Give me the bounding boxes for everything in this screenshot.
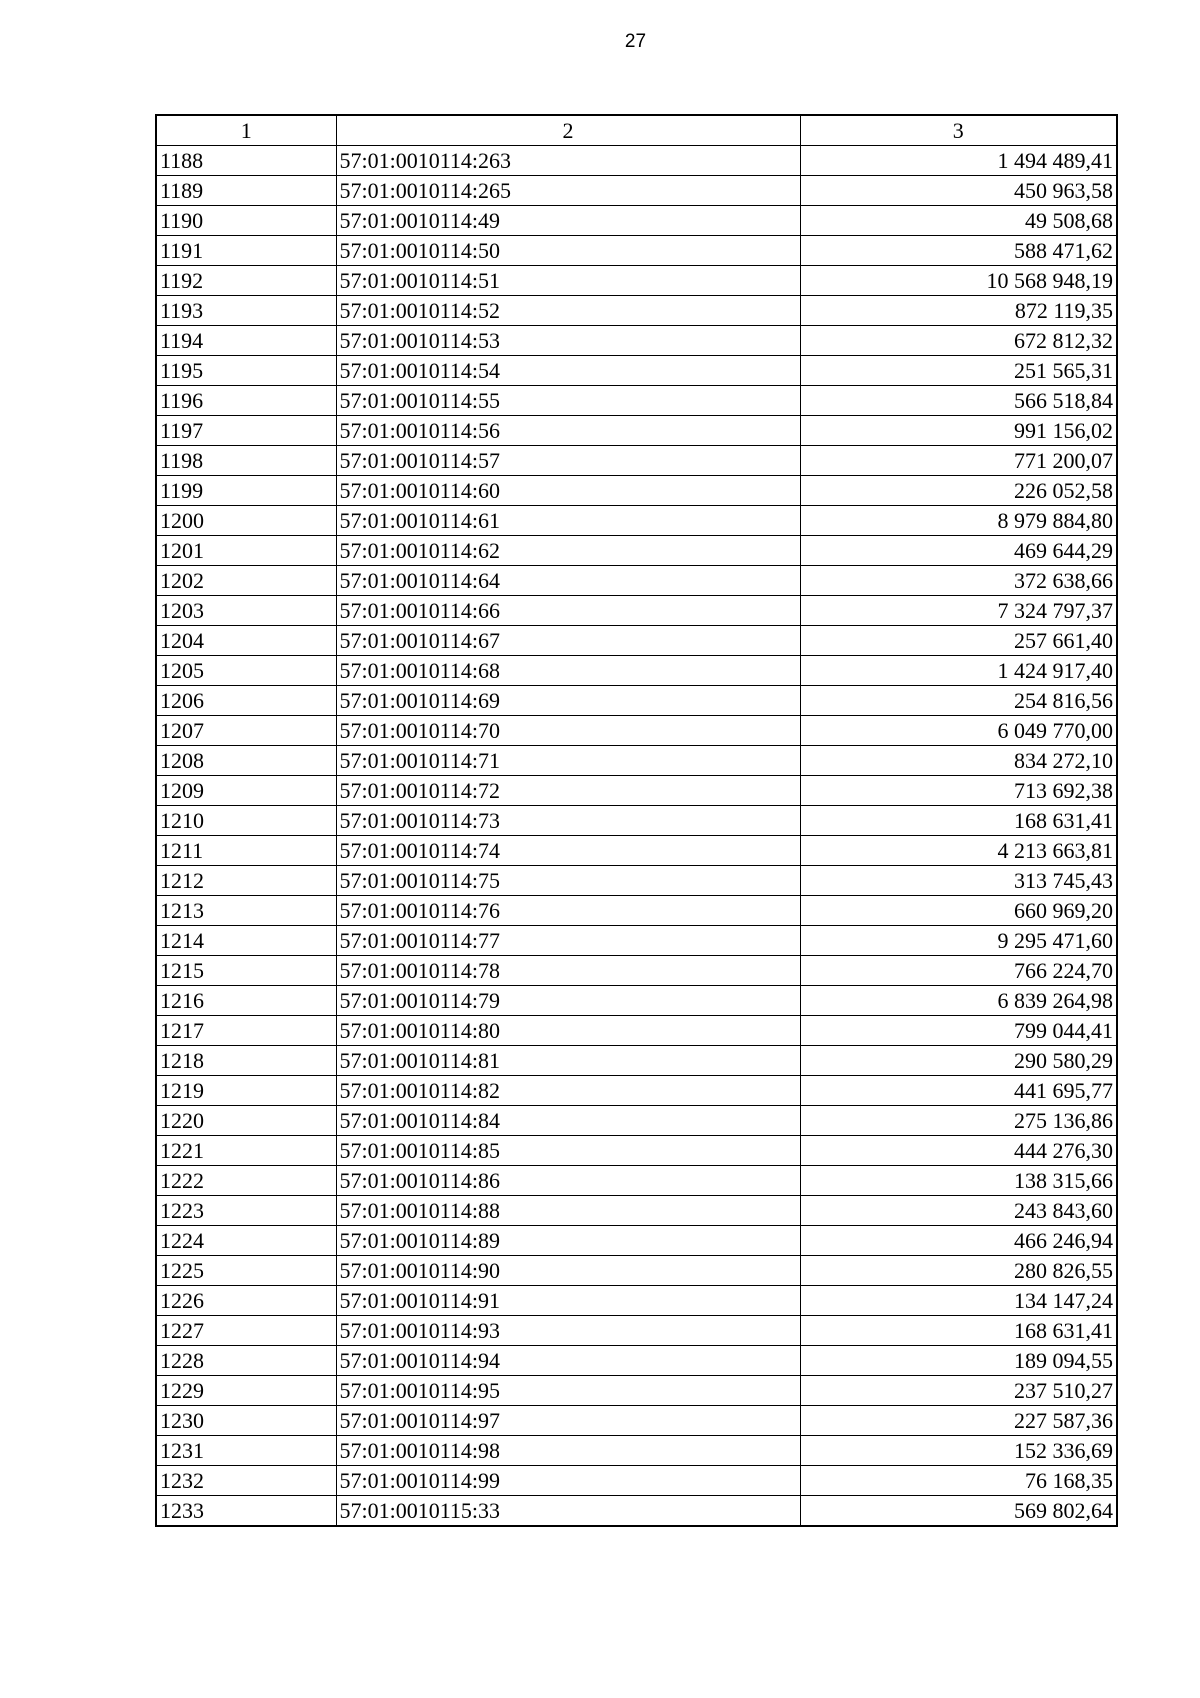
table-row — [156, 1046, 1117, 1076]
table-row — [156, 146, 1117, 176]
row-number-cell: 1228 — [156, 1346, 336, 1376]
cadastral-value-cell: 6 839 264,98 — [800, 986, 1117, 1016]
cadastral-number-cell: 57:01:0010114:72 — [336, 776, 800, 806]
table-row — [156, 776, 1117, 806]
cadastral-value-cell: 138 315,66 — [800, 1166, 1117, 1196]
row-number-cell: 1209 — [156, 776, 336, 806]
cadastral-value-cell: 672 812,32 — [800, 326, 1117, 356]
cadastral-number-cell: 57:01:0010114:99 — [336, 1466, 800, 1496]
cadastral-number-cell: 57:01:0010114:77 — [336, 926, 800, 956]
cadastral-number-cell: 57:01:0010114:88 — [336, 1196, 800, 1226]
cadastral-number-cell: 57:01:0010114:79 — [336, 986, 800, 1016]
cadastral-number-cell: 57:01:0010114:71 — [336, 746, 800, 776]
table-body — [156, 146, 1117, 1527]
cadastral-number-cell: 57:01:0010114:64 — [336, 566, 800, 596]
cadastral-number-cell: 57:01:0010114:86 — [336, 1166, 800, 1196]
cadastral-value-cell: 134 147,24 — [800, 1286, 1117, 1316]
cadastral-number-cell: 57:01:0010114:62 — [336, 536, 800, 566]
column-header-2: 2 — [336, 115, 800, 146]
row-number-cell: 1189 — [156, 176, 336, 206]
table-row — [156, 746, 1117, 776]
table-row — [156, 1136, 1117, 1166]
cadastral-value-cell: 872 119,35 — [800, 296, 1117, 326]
cadastral-value-cell: 237 510,27 — [800, 1376, 1117, 1406]
cadastral-number-cell: 57:01:0010114:98 — [336, 1436, 800, 1466]
cadastral-value-cell: 1 424 917,40 — [800, 656, 1117, 686]
table-row — [156, 326, 1117, 356]
table-row — [156, 686, 1117, 716]
row-number-cell: 1215 — [156, 956, 336, 986]
row-number-cell: 1230 — [156, 1406, 336, 1436]
table-row — [156, 1256, 1117, 1286]
row-number-cell: 1206 — [156, 686, 336, 716]
cadastral-number-cell: 57:01:0010114:76 — [336, 896, 800, 926]
table-row — [156, 506, 1117, 536]
row-number-cell: 1219 — [156, 1076, 336, 1106]
cadastral-number-cell: 57:01:0010114:78 — [336, 956, 800, 986]
cadastral-value-cell: 254 816,56 — [800, 686, 1117, 716]
row-number-cell: 1205 — [156, 656, 336, 686]
table-row — [156, 626, 1117, 656]
table-row — [156, 1106, 1117, 1136]
cadastral-number-cell: 57:01:0010114:70 — [336, 716, 800, 746]
row-number-cell: 1220 — [156, 1106, 336, 1136]
cadastral-value-cell: 275 136,86 — [800, 1106, 1117, 1136]
table-row — [156, 896, 1117, 926]
table-row — [156, 1196, 1117, 1226]
row-number-cell: 1210 — [156, 806, 336, 836]
row-number-cell: 1197 — [156, 416, 336, 446]
cadastral-value-cell: 372 638,66 — [800, 566, 1117, 596]
table-row — [156, 566, 1117, 596]
table-row — [156, 416, 1117, 446]
table-row — [156, 1376, 1117, 1406]
cadastral-value-cell: 766 224,70 — [800, 956, 1117, 986]
cadastral-number-cell: 57:01:0010114:67 — [336, 626, 800, 656]
page-number: 27 — [624, 31, 647, 52]
column-header-3: 3 — [800, 115, 1117, 146]
row-number-cell: 1223 — [156, 1196, 336, 1226]
cadastral-number-cell: 57:01:0010114:85 — [336, 1136, 800, 1166]
row-number-cell: 1195 — [156, 356, 336, 386]
row-number-cell: 1222 — [156, 1166, 336, 1196]
cadastral-value-cell: 569 802,64 — [800, 1496, 1117, 1527]
table-row — [156, 1016, 1117, 1046]
row-number-cell: 1196 — [156, 386, 336, 416]
row-number-cell: 1211 — [156, 836, 336, 866]
cadastral-value-cell: 566 518,84 — [800, 386, 1117, 416]
cadastral-number-cell: 57:01:0010114:50 — [336, 236, 800, 266]
table-row — [156, 656, 1117, 686]
cadastral-number-cell: 57:01:0010114:94 — [336, 1346, 800, 1376]
table-row — [156, 1286, 1117, 1316]
cadastral-value-cell: 834 272,10 — [800, 746, 1117, 776]
table-row — [156, 1226, 1117, 1256]
table-header — [156, 115, 1117, 146]
row-number-cell: 1225 — [156, 1256, 336, 1286]
table-row — [156, 1496, 1117, 1527]
cadastral-value-cell: 7 324 797,37 — [800, 596, 1117, 626]
table-row — [156, 1466, 1117, 1496]
table-row — [156, 956, 1117, 986]
row-number-cell: 1204 — [156, 626, 336, 656]
row-number-cell: 1218 — [156, 1046, 336, 1076]
cadastral-number-cell: 57:01:0010114:49 — [336, 206, 800, 236]
row-number-cell: 1203 — [156, 596, 336, 626]
cadastral-number-cell: 57:01:0010114:91 — [336, 1286, 800, 1316]
row-number-cell: 1231 — [156, 1436, 336, 1466]
row-number-cell: 1193 — [156, 296, 336, 326]
cadastral-value-cell: 257 661,40 — [800, 626, 1117, 656]
row-number-cell: 1198 — [156, 446, 336, 476]
cadastral-number-cell: 57:01:0010114:52 — [336, 296, 800, 326]
row-number-cell: 1201 — [156, 536, 336, 566]
cadastral-number-cell: 57:01:0010114:80 — [336, 1016, 800, 1046]
cadastral-number-cell: 57:01:0010114:74 — [336, 836, 800, 866]
cadastral-value-cell: 10 568 948,19 — [800, 266, 1117, 296]
cadastral-number-cell: 57:01:0010114:51 — [336, 266, 800, 296]
table-row — [156, 236, 1117, 266]
cadastral-value-table — [155, 114, 1118, 1527]
table-row — [156, 296, 1117, 326]
cadastral-value-cell: 280 826,55 — [800, 1256, 1117, 1286]
table-row — [156, 716, 1117, 746]
cadastral-value-cell: 76 168,35 — [800, 1466, 1117, 1496]
table-row — [156, 1316, 1117, 1346]
row-number-cell: 1221 — [156, 1136, 336, 1166]
row-number-cell: 1232 — [156, 1466, 336, 1496]
cadastral-value-cell: 4 213 663,81 — [800, 836, 1117, 866]
row-number-cell: 1214 — [156, 926, 336, 956]
table-row — [156, 356, 1117, 386]
cadastral-value-cell: 588 471,62 — [800, 236, 1117, 266]
cadastral-number-cell: 57:01:0010114:84 — [336, 1106, 800, 1136]
table-row — [156, 1166, 1117, 1196]
cadastral-value-cell: 189 094,55 — [800, 1346, 1117, 1376]
row-number-cell: 1207 — [156, 716, 336, 746]
cadastral-value-cell: 152 336,69 — [800, 1436, 1117, 1466]
cadastral-value-cell: 226 052,58 — [800, 476, 1117, 506]
cadastral-value-cell: 991 156,02 — [800, 416, 1117, 446]
cadastral-value-cell: 9 295 471,60 — [800, 926, 1117, 956]
cadastral-value-cell: 6 049 770,00 — [800, 716, 1117, 746]
cadastral-value-cell: 243 843,60 — [800, 1196, 1117, 1226]
row-number-cell: 1212 — [156, 866, 336, 896]
cadastral-value-cell: 313 745,43 — [800, 866, 1117, 896]
cadastral-number-cell: 57:01:0010114:81 — [336, 1046, 800, 1076]
cadastral-number-cell: 57:01:0010114:75 — [336, 866, 800, 896]
table-row — [156, 1076, 1117, 1106]
table-row — [156, 536, 1117, 566]
cadastral-number-cell: 57:01:0010114:55 — [336, 386, 800, 416]
cadastral-number-cell: 57:01:0010114:82 — [336, 1076, 800, 1106]
row-number-cell: 1229 — [156, 1376, 336, 1406]
cadastral-value-cell: 799 044,41 — [800, 1016, 1117, 1046]
row-number-cell: 1199 — [156, 476, 336, 506]
cadastral-number-cell: 57:01:0010114:60 — [336, 476, 800, 506]
cadastral-number-cell: 57:01:0010114:56 — [336, 416, 800, 446]
table-row — [156, 806, 1117, 836]
row-number-cell: 1227 — [156, 1316, 336, 1346]
row-number-cell: 1200 — [156, 506, 336, 536]
cadastral-value-cell: 1 494 489,41 — [800, 146, 1117, 176]
cadastral-number-cell: 57:01:0010114:68 — [336, 656, 800, 686]
row-number-cell: 1190 — [156, 206, 336, 236]
table-row — [156, 986, 1117, 1016]
cadastral-number-cell: 57:01:0010114:54 — [336, 356, 800, 386]
cadastral-value-cell: 251 565,31 — [800, 356, 1117, 386]
cadastral-value-cell: 450 963,58 — [800, 176, 1117, 206]
cadastral-number-cell: 57:01:0010115:33 — [336, 1496, 800, 1527]
row-number-cell: 1192 — [156, 266, 336, 296]
table-row — [156, 926, 1117, 956]
cadastral-value-cell: 469 644,29 — [800, 536, 1117, 566]
cadastral-value-cell: 49 508,68 — [800, 206, 1117, 236]
row-number-cell: 1194 — [156, 326, 336, 356]
cadastral-number-cell: 57:01:0010114:66 — [336, 596, 800, 626]
cadastral-number-cell: 57:01:0010114:90 — [336, 1256, 800, 1286]
cadastral-value-cell: 168 631,41 — [800, 1316, 1117, 1346]
cadastral-number-cell: 57:01:0010114:97 — [336, 1406, 800, 1436]
cadastral-value-cell: 168 631,41 — [800, 806, 1117, 836]
table-row — [156, 266, 1117, 296]
table-row — [156, 476, 1117, 506]
row-number-cell: 1188 — [156, 146, 336, 176]
row-number-cell: 1213 — [156, 896, 336, 926]
cadastral-number-cell: 57:01:0010114:93 — [336, 1316, 800, 1346]
table-row — [156, 836, 1117, 866]
column-header-1: 1 — [156, 115, 336, 146]
table-row — [156, 1346, 1117, 1376]
table-row — [156, 206, 1117, 236]
row-number-cell: 1226 — [156, 1286, 336, 1316]
table-row — [156, 1436, 1117, 1466]
table-row — [156, 596, 1117, 626]
row-number-cell: 1208 — [156, 746, 336, 776]
row-number-cell: 1191 — [156, 236, 336, 266]
cadastral-number-cell: 57:01:0010114:265 — [336, 176, 800, 206]
row-number-cell: 1217 — [156, 1016, 336, 1046]
cadastral-number-cell: 57:01:0010114:57 — [336, 446, 800, 476]
table-header-row — [156, 115, 1117, 146]
cadastral-value-cell: 290 580,29 — [800, 1046, 1117, 1076]
cadastral-number-cell: 57:01:0010114:89 — [336, 1226, 800, 1256]
cadastral-value-cell: 8 979 884,80 — [800, 506, 1117, 536]
cadastral-value-cell: 227 587,36 — [800, 1406, 1117, 1436]
cadastral-number-cell: 57:01:0010114:69 — [336, 686, 800, 716]
row-number-cell: 1224 — [156, 1226, 336, 1256]
table-row — [156, 866, 1117, 896]
row-number-cell: 1233 — [156, 1496, 336, 1527]
cadastral-value-cell: 466 246,94 — [800, 1226, 1117, 1256]
table-row — [156, 1406, 1117, 1436]
row-number-cell: 1202 — [156, 566, 336, 596]
table-row — [156, 386, 1117, 416]
cadastral-value-cell: 441 695,77 — [800, 1076, 1117, 1106]
cadastral-value-cell: 771 200,07 — [800, 446, 1117, 476]
table-row — [156, 446, 1117, 476]
cadastral-value-cell: 444 276,30 — [800, 1136, 1117, 1166]
cadastral-value-cell: 713 692,38 — [800, 776, 1117, 806]
cadastral-number-cell: 57:01:0010114:61 — [336, 506, 800, 536]
cadastral-number-cell: 57:01:0010114:53 — [336, 326, 800, 356]
row-number-cell: 1216 — [156, 986, 336, 1016]
cadastral-number-cell: 57:01:0010114:73 — [336, 806, 800, 836]
cadastral-number-cell: 57:01:0010114:263 — [336, 146, 800, 176]
cadastral-number-cell: 57:01:0010114:95 — [336, 1376, 800, 1406]
table-row — [156, 176, 1117, 206]
cadastral-value-cell: 660 969,20 — [800, 896, 1117, 926]
